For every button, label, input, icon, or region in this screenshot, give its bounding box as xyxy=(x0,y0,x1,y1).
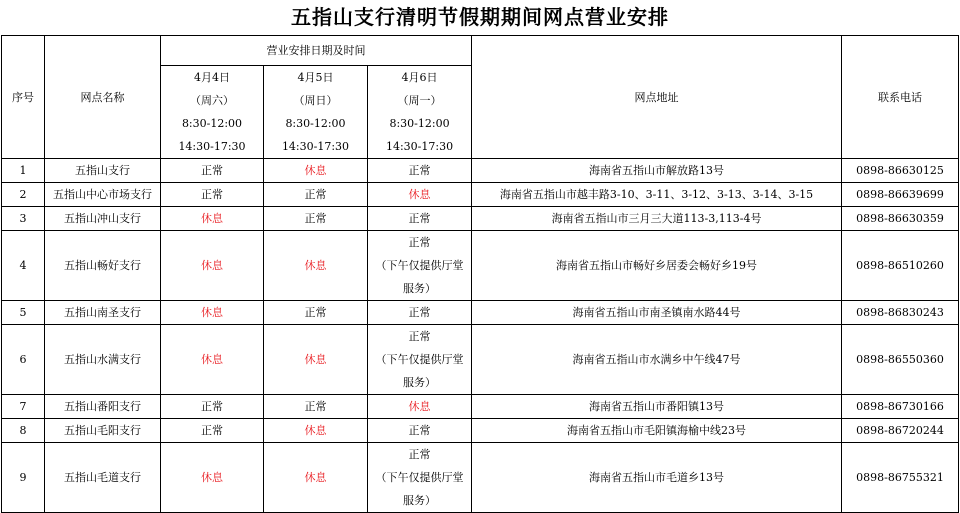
header-no: 序号 xyxy=(2,36,45,159)
afternoon-note: 服务） xyxy=(403,494,437,507)
day-date: 4月4日 xyxy=(194,71,230,84)
status-day-1: 休息 xyxy=(161,231,264,301)
branch-address: 海南省五指山市南圣镇南水路44号 xyxy=(472,301,842,325)
branch-name: 五指山冲山支行 xyxy=(45,207,161,231)
status-day-3 xyxy=(368,443,472,513)
branch-name: 五指山支行 xyxy=(45,159,161,183)
header-name: 网点名称 xyxy=(45,36,161,159)
table-row xyxy=(2,443,959,513)
status-day-3: 正常 xyxy=(368,207,472,231)
branch-name: 五指山番阳支行 xyxy=(45,395,161,419)
branch-name: 五指山畅好支行 xyxy=(45,231,161,301)
branch-phone: 0898-86510260 xyxy=(842,231,959,301)
status-day-2: 正常 xyxy=(264,395,368,419)
status-day-3: 休息 xyxy=(368,183,472,207)
status-day-3: 休息 xyxy=(368,395,472,419)
branch-phone: 0898-86830243 xyxy=(842,301,959,325)
branch-phone: 0898-86639699 xyxy=(842,183,959,207)
table-row xyxy=(2,231,959,301)
branch-name: 五指山中心市场支行 xyxy=(45,183,161,207)
branch-name: 五指山毛道支行 xyxy=(45,443,161,513)
day-weekday: （周一） xyxy=(397,94,442,107)
row-number: 4 xyxy=(2,231,45,301)
status-day-2: 休息 xyxy=(264,159,368,183)
status-day-3 xyxy=(368,325,472,395)
row-number: 1 xyxy=(2,159,45,183)
branch-phone: 0898-86630125 xyxy=(842,159,959,183)
row-number: 3 xyxy=(2,207,45,231)
branch-address: 海南省五指山市毛道乡13号 xyxy=(472,443,842,513)
header-day-1 xyxy=(161,66,264,159)
status-day-1: 正常 xyxy=(161,419,264,443)
header-schedule: 营业安排日期及时间 xyxy=(161,36,472,66)
branch-phone: 0898-86630359 xyxy=(842,207,959,231)
table-row xyxy=(2,183,959,207)
status-day-1: 休息 xyxy=(161,443,264,513)
status-text: 正常 xyxy=(408,448,431,461)
branch-address: 海南省五指山市水满乡中午线47号 xyxy=(472,325,842,395)
branch-phone: 0898-86720244 xyxy=(842,419,959,443)
branch-phone: 0898-86730166 xyxy=(842,395,959,419)
table-row xyxy=(2,159,959,183)
page-title: 五指山支行清明节假期期间网点营业安排 xyxy=(291,5,669,29)
header-address: 网点地址 xyxy=(472,36,842,159)
branch-address: 海南省五指山市越丰路3-10、3-11、3-12、3-13、3-14、3-15 xyxy=(472,183,842,207)
table-row xyxy=(2,325,959,395)
header-phone: 联系电话 xyxy=(842,36,959,159)
day-pm: 14:30-17:30 xyxy=(178,140,246,153)
afternoon-note: （下午仅提供厅堂 xyxy=(375,353,464,366)
status-day-2: 休息 xyxy=(264,325,368,395)
table-row xyxy=(2,419,959,443)
status-text: 正常 xyxy=(408,330,431,343)
header-day-3 xyxy=(368,66,472,159)
status-day-1: 正常 xyxy=(161,395,264,419)
status-day-3: 正常 xyxy=(368,159,472,183)
afternoon-note: （下午仅提供厅堂 xyxy=(375,259,464,272)
row-number: 2 xyxy=(2,183,45,207)
status-day-3: 正常 xyxy=(368,419,472,443)
status-day-1: 休息 xyxy=(161,301,264,325)
status-day-2: 休息 xyxy=(264,419,368,443)
status-day-2: 正常 xyxy=(264,301,368,325)
branch-name: 五指山水满支行 xyxy=(45,325,161,395)
status-day-2: 正常 xyxy=(264,183,368,207)
status-day-1: 休息 xyxy=(161,207,264,231)
branch-address: 海南省五指山市三月三大道113-3,113-4号 xyxy=(472,207,842,231)
day-date: 4月5日 xyxy=(297,71,334,84)
row-number: 8 xyxy=(2,419,45,443)
afternoon-note: 服务） xyxy=(403,376,437,389)
status-day-2: 休息 xyxy=(264,443,368,513)
branch-phone: 0898-86550360 xyxy=(842,325,959,395)
status-text: 正常 xyxy=(408,236,431,249)
branch-address: 海南省五指山市番阳镇13号 xyxy=(472,395,842,419)
day-weekday: （周日） xyxy=(293,94,338,107)
row-number: 6 xyxy=(2,325,45,395)
table-row xyxy=(2,395,959,419)
branch-name: 五指山毛阳支行 xyxy=(45,419,161,443)
status-day-2: 休息 xyxy=(264,231,368,301)
day-pm: 14:30-17:30 xyxy=(385,140,454,153)
day-am: 8:30-12:00 xyxy=(285,117,346,130)
status-day-3: 正常 xyxy=(368,301,472,325)
day-am: 8:30-12:00 xyxy=(181,117,243,130)
schedule-table xyxy=(1,35,959,513)
afternoon-note: 服务） xyxy=(403,282,437,295)
day-date: 4月6日 xyxy=(401,71,438,84)
header-day-2 xyxy=(264,66,368,159)
status-day-1: 正常 xyxy=(161,183,264,207)
branch-address: 海南省五指山市毛阳镇海榆中线23号 xyxy=(472,419,842,443)
day-pm: 14:30-17:30 xyxy=(281,140,350,153)
day-weekday: （周六） xyxy=(190,94,234,107)
branch-phone: 0898-86755321 xyxy=(842,443,959,513)
row-number: 5 xyxy=(2,301,45,325)
row-number: 7 xyxy=(2,395,45,419)
branch-address: 海南省五指山市畅好乡居委会畅好乡19号 xyxy=(472,231,842,301)
branch-name: 五指山南圣支行 xyxy=(45,301,161,325)
day-am: 8:30-12:00 xyxy=(389,117,450,130)
status-day-3 xyxy=(368,231,472,301)
table-row xyxy=(2,207,959,231)
row-number: 9 xyxy=(2,443,45,513)
status-day-2: 正常 xyxy=(264,207,368,231)
afternoon-note: （下午仅提供厅堂 xyxy=(375,471,464,484)
status-day-1: 休息 xyxy=(161,325,264,395)
status-day-1: 正常 xyxy=(161,159,264,183)
branch-address: 海南省五指山市解放路13号 xyxy=(472,159,842,183)
table-row xyxy=(2,301,959,325)
